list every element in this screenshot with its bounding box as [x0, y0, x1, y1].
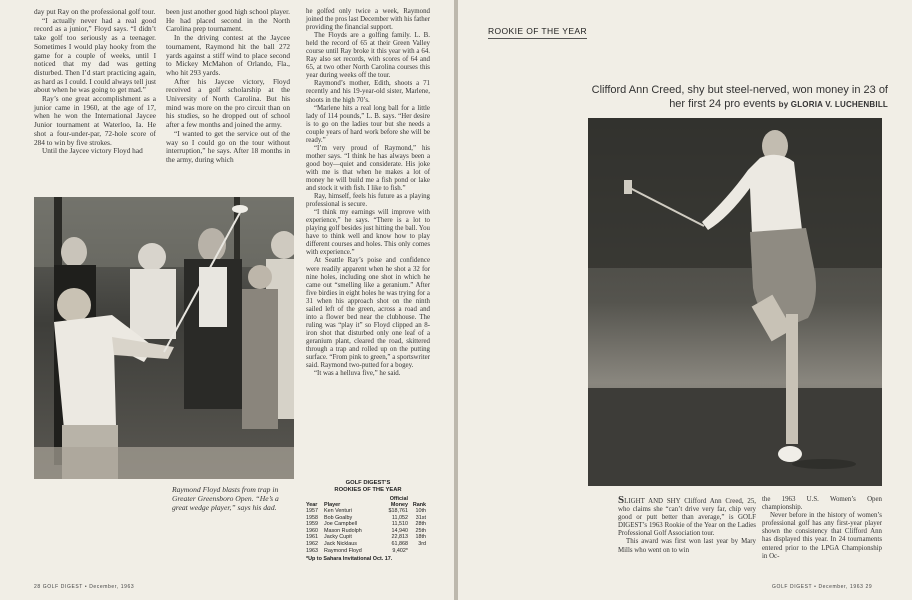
table-header-cell: Player	[324, 502, 341, 508]
woman-golfer-illustration	[588, 118, 882, 486]
paragraph: “It was a helluva five,” he said.	[314, 370, 401, 378]
table-header-cell: Rank	[412, 502, 426, 508]
paragraph: “I wanted to get the service out of the way so I could go on the tour without interruption,” he says. After 18 months in the army, during which	[166, 128, 290, 164]
table-cell: 18th	[415, 534, 426, 541]
paragraph: Until the Jaycee victory Floyd had	[42, 146, 143, 156]
paragraph-text: LIGHT AND SHY Clifford Ann Creed, 25, who claims she “can’t drive very far, chip very good or putt better than average,” is GOLF DIGEST’s 1963 Rookie of the Year on the Ladies Professional Golf Association tour.	[618, 498, 756, 538]
byline: by GLORIA V. LUCHENBILL	[778, 99, 888, 109]
table-header-cell: Year	[306, 502, 318, 508]
paragraph: “I’m very proud of Raymond,” his mother says. “I think he has always been a good boy—quiet and considerate. His joke with me is that when he makes a lot of money he will build me a fish pond or lake and stock it with fish. I like to fish.”	[306, 144, 430, 193]
table-cell: 25th	[415, 527, 426, 534]
table-cell: 11,052	[391, 514, 408, 521]
table-cell: 11,510	[391, 521, 408, 528]
section-label: ROOKIE OF THE YEAR	[488, 26, 587, 39]
right-folio: GOLF DIGEST • December, 1963 29	[772, 584, 873, 590]
table-cell: 1961	[306, 534, 318, 541]
drop-cap: S	[618, 494, 625, 506]
paragraph: the 1963 U.S. Women’s Open championship.	[762, 496, 882, 512]
table-cell: 10th	[415, 508, 426, 514]
paragraph: “I actually never had a real good record as a junior,” Floyd says. “I didn’t take golf too seriously as a teenager. Sometimes I would play hooky from the game for a couple of weeks, until I noticed that my dad was getting disturbed. Then I’d start practicing again, as hard as I could. I could always tell just about when he was going to get mad.”	[34, 15, 156, 95]
paragraph: Ray’s one great accomplishment as a junior came in 1960, at the age of 17, when he won the International Jaycee Junior tournament at Waterloo, Ia. He shot a four-under-par, 72-hole score of 284 to win by five strokes.	[34, 94, 156, 147]
golfer-in-trap-illustration	[34, 197, 294, 479]
left-column-1	[34, 8, 156, 156]
left-column-3	[306, 8, 430, 378]
table-cell: 3rd	[418, 540, 426, 547]
table-row	[306, 528, 430, 535]
table-cell: Jack Nicklaus	[324, 540, 357, 547]
table-cell: Mason Rudolph	[324, 527, 362, 534]
floyd-photo-caption: Raymond Floyd blasts from trap in Greater Greensboro Open. “He’s a great wedge player,” says his dad.	[172, 485, 279, 512]
paragraph	[618, 496, 756, 538]
table-cell: 1959	[306, 521, 318, 528]
table-cell: Joe Campbell	[324, 521, 357, 528]
table-row	[306, 515, 430, 522]
paragraph: “Marlene hits a real long ball for a little lady of 114 pounds,” L. B. says. “Her desire is to go on the ladies tour but she needs a couple years of hard work before she will be ready.”	[306, 104, 430, 144]
right-column-1	[618, 496, 756, 555]
table-cell: Raymond Floyd	[324, 547, 362, 554]
article-headline	[588, 84, 888, 111]
table-row	[306, 534, 430, 541]
paragraph: At Seattle Ray’s poise and confidence were readily apparent when he shot a 32 for nine holes, including one shot in which he came out “smelling like a geranium.” After five birdies in eight holes he was trying for a 31 when his approach shot on the ninth sailed left of the green, across a road and into a flower bed near the clubhouse. The ruling was “play it” so Floyd clipped an 8-iron shot that disturbed only one leaf of a geranium plant, cleared the road, skittered through a trap and rolled up on the putting surface. “From pink to green,” a sportswriter said. Raymond two-putted for a bogey.	[306, 257, 430, 370]
table-cell: 1957	[306, 508, 318, 514]
table-cell: $18,761	[388, 508, 408, 514]
paragraph: “I think my earnings will improve with experience,” he says. “There is a lot to playing golf besides just hitting the ball. You have to think well and know how to play different courses and holes. This only comes with experience.”	[306, 209, 430, 257]
table-row	[306, 548, 430, 555]
right-column-2	[762, 496, 882, 561]
floyd-photo	[34, 197, 294, 479]
paragraph: he golfed only twice a week, Raymond joined the pros last December with his father providing the financial support.	[306, 8, 430, 32]
left-page	[0, 0, 454, 600]
creed-photo	[588, 118, 882, 486]
table-cell: 9,402*	[392, 547, 408, 554]
table-row	[306, 508, 430, 515]
table-title: GOLF DIGEST’S	[345, 480, 391, 486]
table-cell: 1958	[306, 514, 318, 521]
right-page	[458, 0, 912, 600]
paragraph: day put Ray on the professional golf tour.	[34, 7, 156, 16]
table-header-official: Official	[389, 496, 408, 502]
paragraph: After his Jaycee victory, Floyd received a golf scholarship at the University of North Carolina. But his mind was more on the pro circuit than on his studies, so he dropped out of school after a few months and joined the army.	[166, 76, 290, 130]
table-footnote: *Up to Sahara Invitational Oct. 17.	[306, 556, 393, 563]
table-cell: Bob Goalby	[324, 514, 353, 521]
table-cell: 1960	[306, 527, 318, 534]
table-header-cell: Money	[390, 502, 408, 508]
table-cell: 1963	[306, 547, 318, 554]
headline-text: Clifford Ann Creed, shy but steel-nerved, won money in 23 of her first 24 pro events	[591, 84, 888, 110]
table-row	[306, 541, 430, 548]
paragraph: In the driving contest at the Jaycee tournament, Raymond hit the ball 272 yards against a stiff wind to place second to Mickey McMahon of Orlando, Fla., who hit 293 yards.	[166, 33, 290, 77]
paragraph: The Floyds are a golfing family. L. B. held the record of 65 at their Green Valley course until Ray broke it this year with a 64. Ray also set records, with scores of 64 and 65, at two other North Carolina courses this year during weeks off the tour.	[306, 32, 430, 80]
table-cell: Jacky Cupit	[324, 534, 352, 541]
table-cell: Ken Venturi	[324, 508, 352, 514]
table-cell: 31st	[415, 514, 426, 521]
left-column-2	[166, 8, 290, 165]
table-cell: 1962	[306, 540, 318, 547]
paragraph: Raymond’s mother, Edith, shoots a 71 recently and his 19-year-old sister, Marlene, shoots in the high 70’s.	[306, 80, 430, 104]
table-cell: 28th	[415, 521, 426, 528]
paragraph: been just another good high school player. He had placed second in the North Carolina prep tournament.	[166, 7, 290, 34]
table-cell: 61,868	[391, 540, 408, 547]
table-row	[306, 521, 430, 528]
table-cell	[408, 548, 426, 555]
paragraph: Ray, himself, feels his future as a playing professional is secure.	[306, 193, 430, 209]
table-cell: 22,813	[391, 534, 408, 541]
paragraph: This award was first won last year by Mary Mills who went on to win	[618, 538, 756, 554]
table-subtitle: ROOKIES OF THE YEAR	[334, 487, 402, 493]
paragraph: Never before in the history of women’s professional golf has any first-year player shown the consistency that Clifford Ann has displayed this year. In 24 tournaments entered prior to the LPGA Championship in Oc-	[762, 512, 882, 560]
left-folio: 28 GOLF DIGEST • December, 1963	[34, 584, 135, 590]
rookies-table	[306, 480, 430, 562]
table-cell: 14,940	[391, 527, 408, 534]
